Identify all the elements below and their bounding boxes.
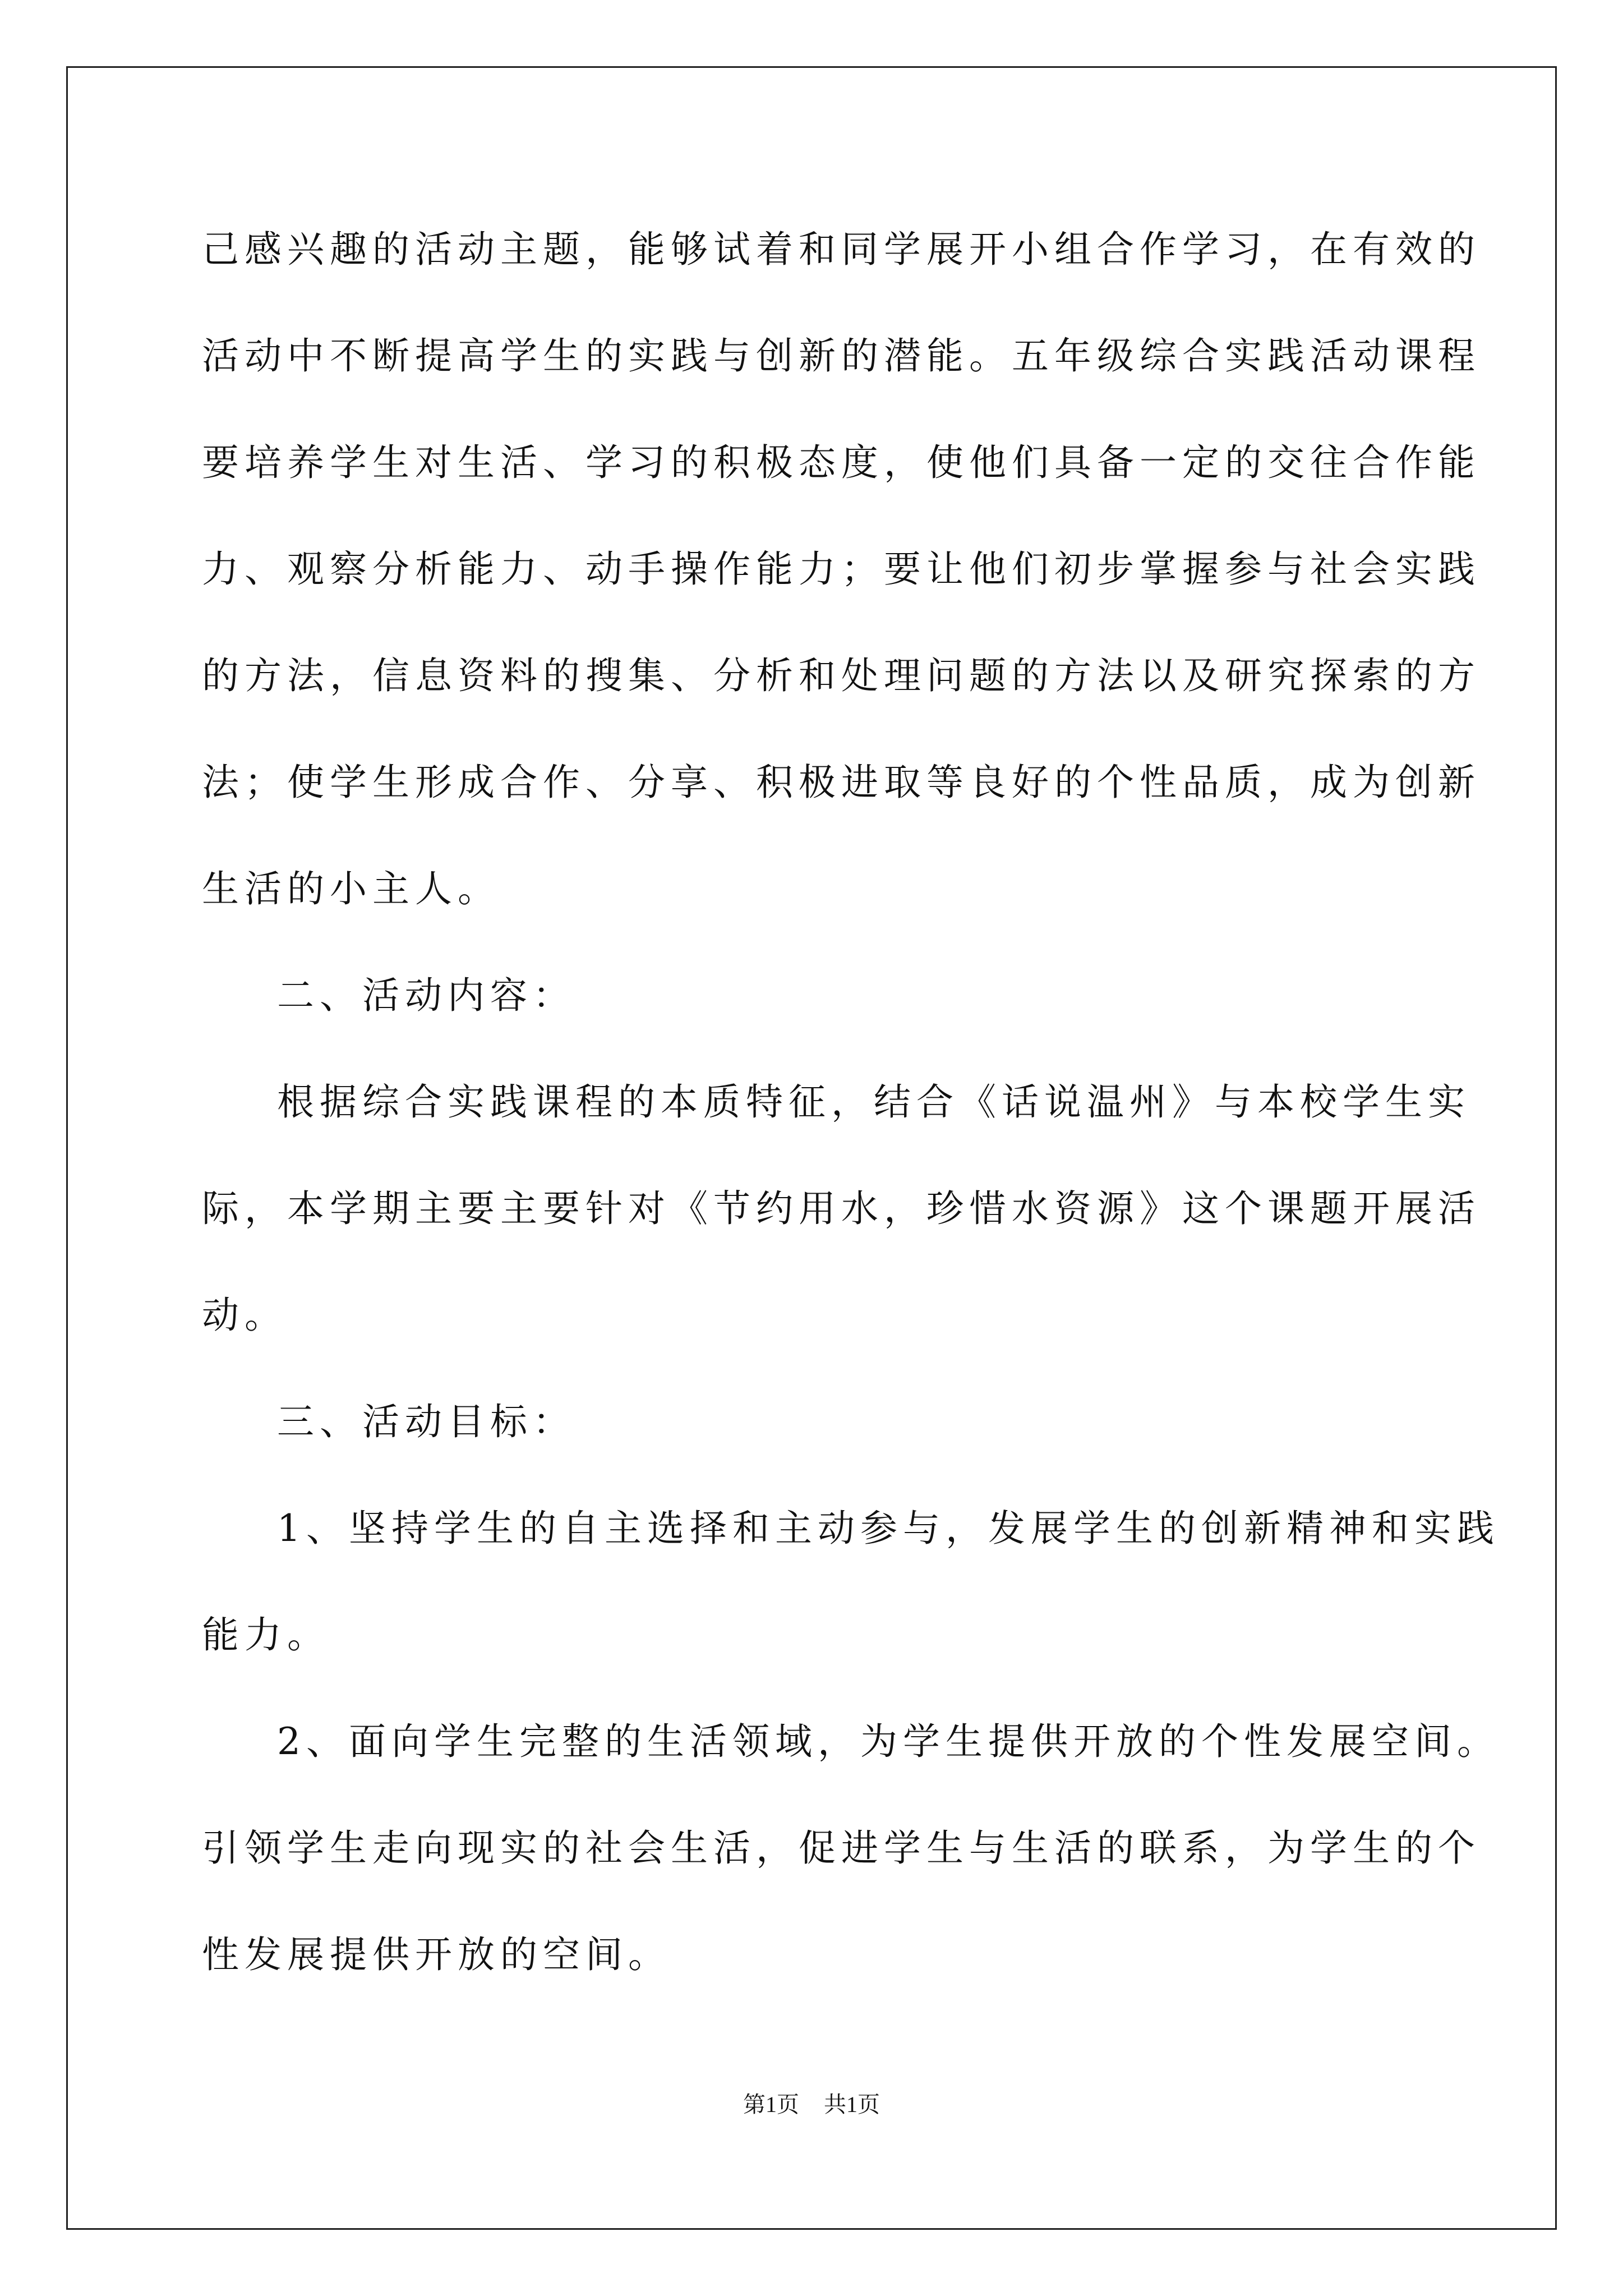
document-body <box>202 208 1500 2019</box>
section-heading: 三、活动目标： <box>277 1400 575 1443</box>
text-line: 法；使学生形成合作、分享、积极进取等良好的个性品质，成为创新 <box>202 761 1481 804</box>
page-number: 第1页 <box>743 2092 799 2117</box>
text-line: 际，本学期主要主要针对《节约用水，珍惜水资源》这个课题开展活 <box>202 1187 1481 1230</box>
text-line: 的方法，信息资料的搜集、分析和处理问题的方法以及研究探索的方 <box>202 654 1481 697</box>
list-item-line: 能力。 <box>202 1613 330 1657</box>
text-line: 生活的小主人。 <box>202 867 500 910</box>
section-heading: 二、活动内容： <box>277 974 575 1017</box>
list-item-line: 性发展提供开放的空间。 <box>202 1933 671 1976</box>
text-line: 根据综合实践课程的本质特征，结合《话说温州》与本校学生实 <box>277 1080 1470 1124</box>
text-line: 己感兴趣的活动主题，能够试着和同学展开小组合作学习，在有效的 <box>202 228 1481 271</box>
page-total: 共1页 <box>824 2092 880 2117</box>
page-footer <box>0 2088 1623 2122</box>
list-item-line: 2、面向学生完整的生活领域，为学生提供开放的个性发展空间。 <box>277 1720 1500 1763</box>
list-item-line: 引领学生走向现实的社会生活，促进学生与生活的联系，为学生的个 <box>202 1826 1481 1870</box>
text-line: 活动中不断提高学生的实践与创新的潜能。五年级综合实践活动课程 <box>202 334 1481 378</box>
text-line: 力、观察分析能力、动手操作能力；要让他们初步掌握参与社会实践 <box>202 547 1481 591</box>
text-line: 动。 <box>202 1294 287 1337</box>
text-line: 要培养学生对生活、学习的积极态度，使他们具备一定的交往合作能 <box>202 441 1481 484</box>
list-item-line: 1、坚持学生的自主选择和主动参与，发展学生的创新精神和实践 <box>277 1507 1500 1550</box>
